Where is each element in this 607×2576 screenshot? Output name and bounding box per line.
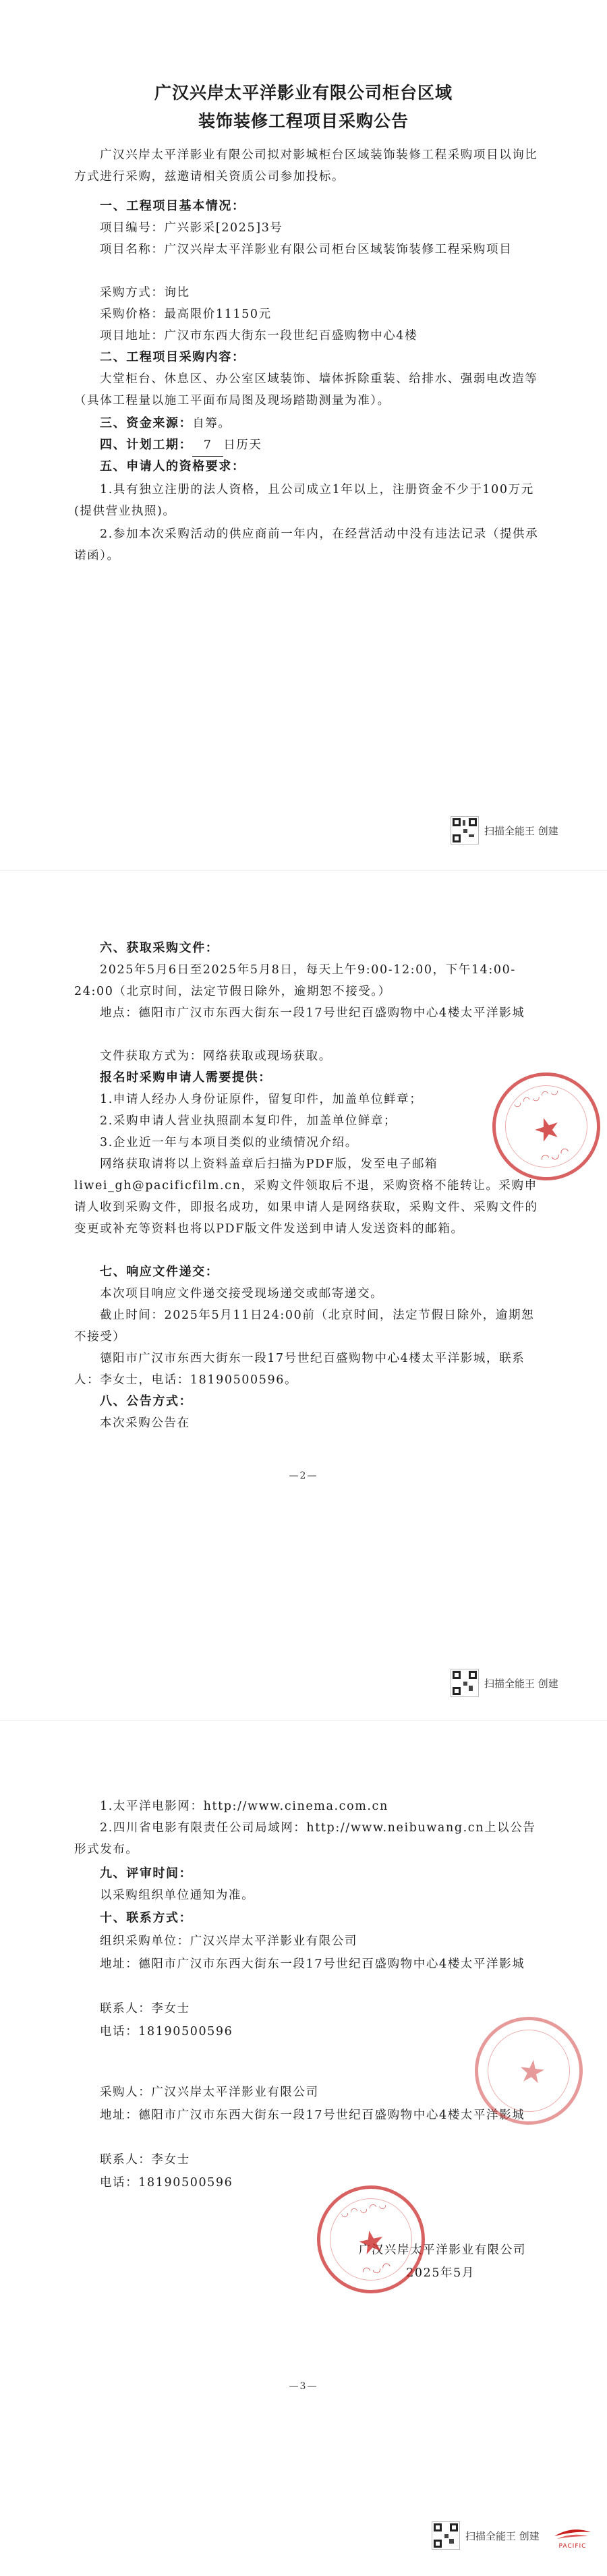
section6-heading: 六、获取采购文件： [100, 941, 219, 955]
org-phone: 电话：18190500596 [100, 2025, 233, 2038]
section1-heading: 一、工程项目基本情况： [100, 199, 245, 213]
buyer: 采购人：广汉兴岸太平洋影业有限公司 [100, 2086, 319, 2099]
project-name: 项目名称：广汉兴岸太平洋影业有限公司柜台区域装饰装修工程采购项目 [100, 243, 513, 256]
section2-heading: 二、工程项目采购内容： [100, 350, 245, 364]
submit-deadline: 截止时间：2025年5月11日24:00前（北京时间，法定节假日除外，逾期恕不接受） [74, 1309, 535, 1344]
page-divider [0, 1720, 607, 1721]
requirement-2: 2.参加本次采购活动的供应商前一年内，在经营活动中没有违法记录（提供承诺函）。 [74, 527, 539, 563]
online-instructions: 网络获取请将以上资料盖章后扫描为PDF版，发至电子邮箱liwei_gh@pacificfilm.cn，采购文件领取后不退，采购资格不能转让。采购申请人收到采购文件，即报名成功，如果申请人是网络获取，采购文件、采购文件的变更或补充等资料也将以PDF版文件发送到申请人发送资料的邮箱。 [74, 1157, 538, 1236]
procurement-price: 采购价格：最高限价11150元 [100, 308, 272, 321]
review-time: 以采购组织单位通知为准。 [100, 1889, 255, 1902]
requirements-subheading: 报名时采购申请人需要提供： [100, 1070, 272, 1085]
acquire-place: 地点：德阳市广汉市东西大街东一段17号世纪百盛购物中心4楼太平洋影城 [100, 1006, 525, 1020]
pacific-logo-text: PACIFIC [558, 2543, 587, 2550]
announcement-body: 本次采购公告在 [100, 1416, 190, 1430]
scanner-label: 扫描全能王 创建 [484, 1677, 558, 1690]
buyer-phone: 电话：18190500596 [100, 2176, 233, 2189]
doc-title-line1: 广汉兴岸太平洋影业有限公司柜台区域 [154, 83, 453, 103]
page-number-2: —2— [289, 1470, 318, 1481]
fund-source: 自筹。 [192, 417, 231, 430]
section5-heading: 五、申请人的资格要求： [100, 459, 245, 474]
section9-heading: 九、评审时间： [100, 1866, 193, 1881]
requirement-1: 1.具有独立注册的法人资格，且公司成立1年以上，注册资金不少于100万元(提供营业执照)。 [74, 483, 534, 518]
org-address: 地址：德阳市广汉市东西大街东一段17号世纪百盛购物中心4楼太平洋影城 [100, 1957, 525, 1971]
pacific-logo [552, 2523, 594, 2550]
material-3: 3.企业近一年与本项目类似的业绩情况介绍。 [100, 1136, 358, 1149]
section4-heading: 四、计划工期： [100, 438, 193, 452]
media-1: 1.太平洋电影网：http://www.cinema.com.cn [100, 1800, 388, 1813]
org-contact: 联系人：李女士 [100, 2002, 190, 2015]
submit-method: 本次项目响应文件递交接受现场递交或邮寄递交。 [100, 1287, 384, 1300]
section2-body: 大堂柜台、休息区、办公室区域装饰、墙体拆除重装、给排水、强弱电改造等（具体工程量以施工平面布局图及现场踏勘测量为准）。 [74, 372, 538, 407]
acquire-time: 2025年5月6日至2025年5月8日，每天上午9:00-12:00，下午14:00-24:00（北京时间，法定节假日除外，逾期恕不接受。） [74, 963, 516, 998]
project-number: 项目编号：广兴影采[2025]3号 [100, 221, 283, 235]
company-seal-stamp: ◡◠◡◠◡ ★ ◠◡◠ [478, 1058, 607, 1195]
scanner-label: 扫描全能王 创建 [484, 824, 558, 837]
buyer-contact: 联系人：李女士 [100, 2153, 190, 2167]
scanner-watermark-3 [432, 2521, 540, 2550]
doc-title-line2: 装饰装修工程项目采购公告 [198, 111, 409, 131]
scanner-watermark [451, 816, 558, 845]
partial-seal-stamp: ★ [457, 1999, 601, 2143]
scanner-watermark-2 [451, 1669, 558, 1697]
qr-code-icon [451, 1669, 479, 1697]
material-2: 2.采购申请人营业执照副本复印件，加盖单位鲜章； [100, 1114, 397, 1128]
submit-address: 德阳市广汉市东西大街东一段17号世纪百盛购物中心4楼太平洋影城，联系人：李女士，电话：18190500596。 [74, 1352, 525, 1387]
signature-company: 广汉兴岸太平洋影业有限公司 [358, 2243, 526, 2257]
duration-days: 7 [192, 434, 223, 457]
procurement-method: 采购方式：询比 [100, 286, 190, 299]
qr-code-icon [432, 2521, 460, 2550]
page-divider [0, 870, 607, 871]
media-2: 2.四川省电影有限责任公司局域网：http://www.neibuwang.cn上以公告形式发布。 [74, 1821, 536, 1856]
section8-heading: 八、公告方式： [100, 1394, 193, 1408]
official-seal-stamp: ◡◠◡◠◡ ★ ◠◡◠ [307, 2175, 435, 2303]
scanner-label: 扫描全能王 创建 [465, 2529, 540, 2542]
intro-paragraph: 广汉兴岸太平洋影业有限公司拟对影城柜台区域装饰装修工程采购项目以询比方式进行采购，兹邀请相关资质公司参加投标。 [74, 148, 538, 183]
signature-date: 2025年5月 [406, 2266, 475, 2280]
buyer-address: 地址：德阳市广汉市东西大街东一段17号世纪百盛购物中心4楼太平洋影城 [100, 2109, 525, 2122]
qr-code-icon [451, 816, 479, 845]
page-number-3: —3— [289, 2381, 318, 2392]
project-address: 项目地址：广汉市东西大街东一段世纪百盛购物中心4楼 [100, 329, 418, 343]
section4 [74, 434, 540, 457]
section10-heading: 十、联系方式： [100, 1911, 193, 1925]
material-1: 1.申请人经办人身份证原件，留复印件，加盖单位鲜章； [100, 1093, 423, 1106]
section3-heading: 三、资金来源： [100, 416, 193, 430]
org-unit: 组织采购单位：广汉兴岸太平洋影业有限公司 [100, 1935, 357, 1948]
section3 [74, 413, 540, 434]
acquire-way: 文件获取方式为：网络获取或现场获取。 [100, 1050, 332, 1063]
section7-heading: 七、响应文件递交： [100, 1265, 219, 1279]
duration-unit: 日历天 [223, 438, 262, 452]
